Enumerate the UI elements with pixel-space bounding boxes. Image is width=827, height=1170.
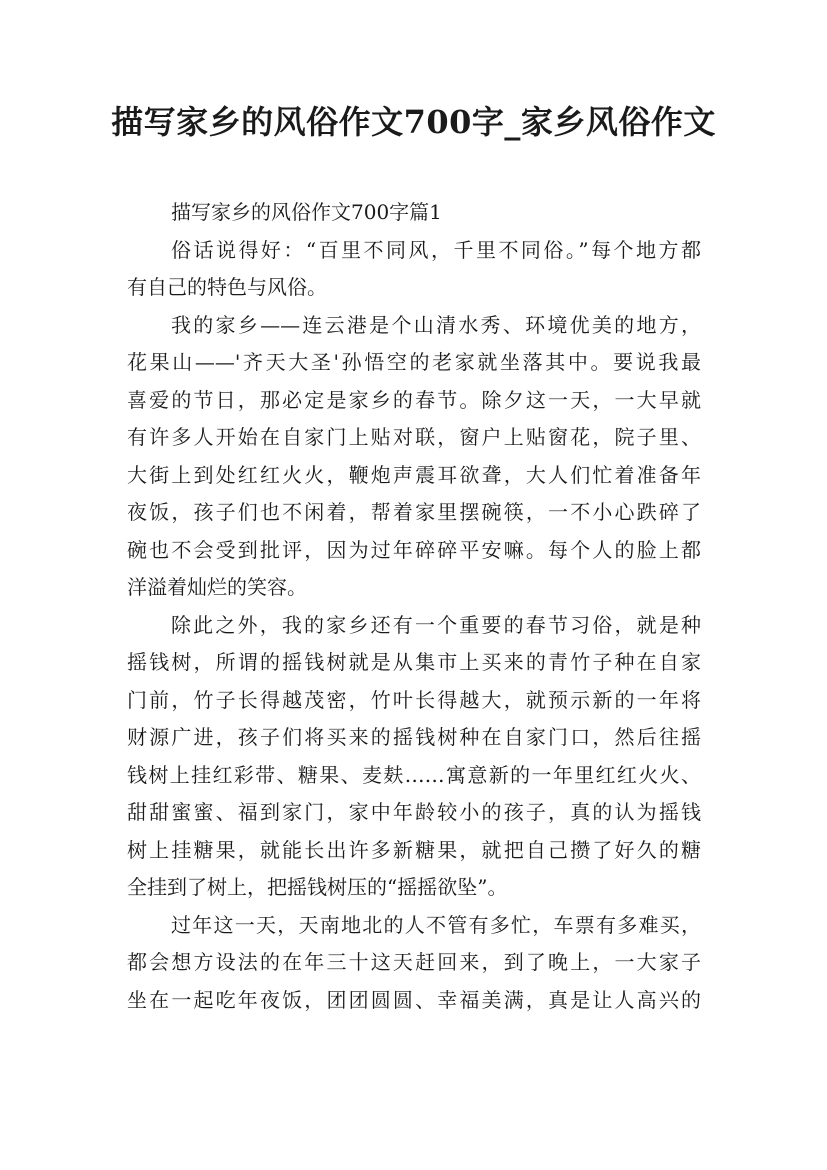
paragraph-3-line-4: 财源广进，孩子们将买来的摇钱树种在自家门口，然后往摇 xyxy=(127,725,701,749)
paragraph-3-line-2: 摇钱树，所谓的摇钱树就是从集市上买来的青竹子种在自家 xyxy=(127,650,701,674)
paragraph-2-line-1: 我的家乡——连云港是个山清水秀、环境优美的地方， xyxy=(171,312,701,337)
paragraph-3-line-3: 门前，竹子长得越茂密，竹叶长得越大，就预示新的一年将 xyxy=(127,687,701,712)
section-heading: 描写家乡的风俗作文700字篇1 xyxy=(171,200,442,224)
paragraph-2-line-7: 碗也不会受到批评，因为过年碎碎平安嘛。每个人的脸上都 xyxy=(127,537,701,562)
paragraph-2-line-6: 夜饭，孩子们也不闲着，帮着家里摆碗筷，一不小心跌碎了 xyxy=(127,500,701,524)
paragraph-3-line-8: 全挂到了树上，把摇钱树压的“摇摇欲坠”。 xyxy=(127,875,508,899)
paragraph-3-line-1: 除此之外，我的家乡还有一个重要的春节习俗，就是种 xyxy=(171,612,701,637)
paragraph-2-line-5: 大街上到处红红火火，鞭炮声震耳欲聋，大人们忙着准备年 xyxy=(127,462,701,487)
document-body xyxy=(127,194,701,1019)
paragraph-1-line-1: 俗话说得好：“百里不同风，千里不同俗。”每个地方都 xyxy=(171,237,701,262)
paragraph-3-line-5: 钱树上挂红彩带、糖果、麦麸……寓意新的一年里红红火火、 xyxy=(127,762,701,787)
paragraph-2-line-3: 喜爱的节日，那必定是家乡的春节。除夕这一天，一大早就 xyxy=(127,387,701,412)
paragraph-1-line-2: 有自己的特色与风俗。 xyxy=(127,275,327,299)
paragraph-2-line-4: 有许多人开始在自家门上贴对联，窗户上贴窗花，院子里、 xyxy=(127,425,701,449)
paragraph-2-line-2: 花果山——'齐天大圣'孙悟空的老家就坐落其中。要说我最 xyxy=(127,350,701,374)
document-title: 描写家乡的风俗作文700字_家乡风俗作文 xyxy=(111,103,716,141)
paragraph-4-line-3: 坐在一起吃年夜饭，团团圆圆、幸福美满，真是让人高兴的 xyxy=(127,987,701,1012)
paragraph-4-line-1: 过年这一天，天南地北的人不管有多忙，车票有多难买， xyxy=(171,912,701,937)
paragraph-3-line-6: 甜甜蜜蜜、福到家门，家中年龄较小的孩子，真的认为摇钱 xyxy=(127,800,701,824)
paragraph-2-line-8: 洋溢着灿烂的笑容。 xyxy=(127,575,307,599)
paragraph-4-line-2: 都会想方设法的在年三十这天赶回来，到了晚上，一大家子 xyxy=(127,950,701,974)
paragraph-3-line-7: 树上挂糖果，就能长出许多新糖果，就把自己攒了好久的糖 xyxy=(127,837,701,862)
